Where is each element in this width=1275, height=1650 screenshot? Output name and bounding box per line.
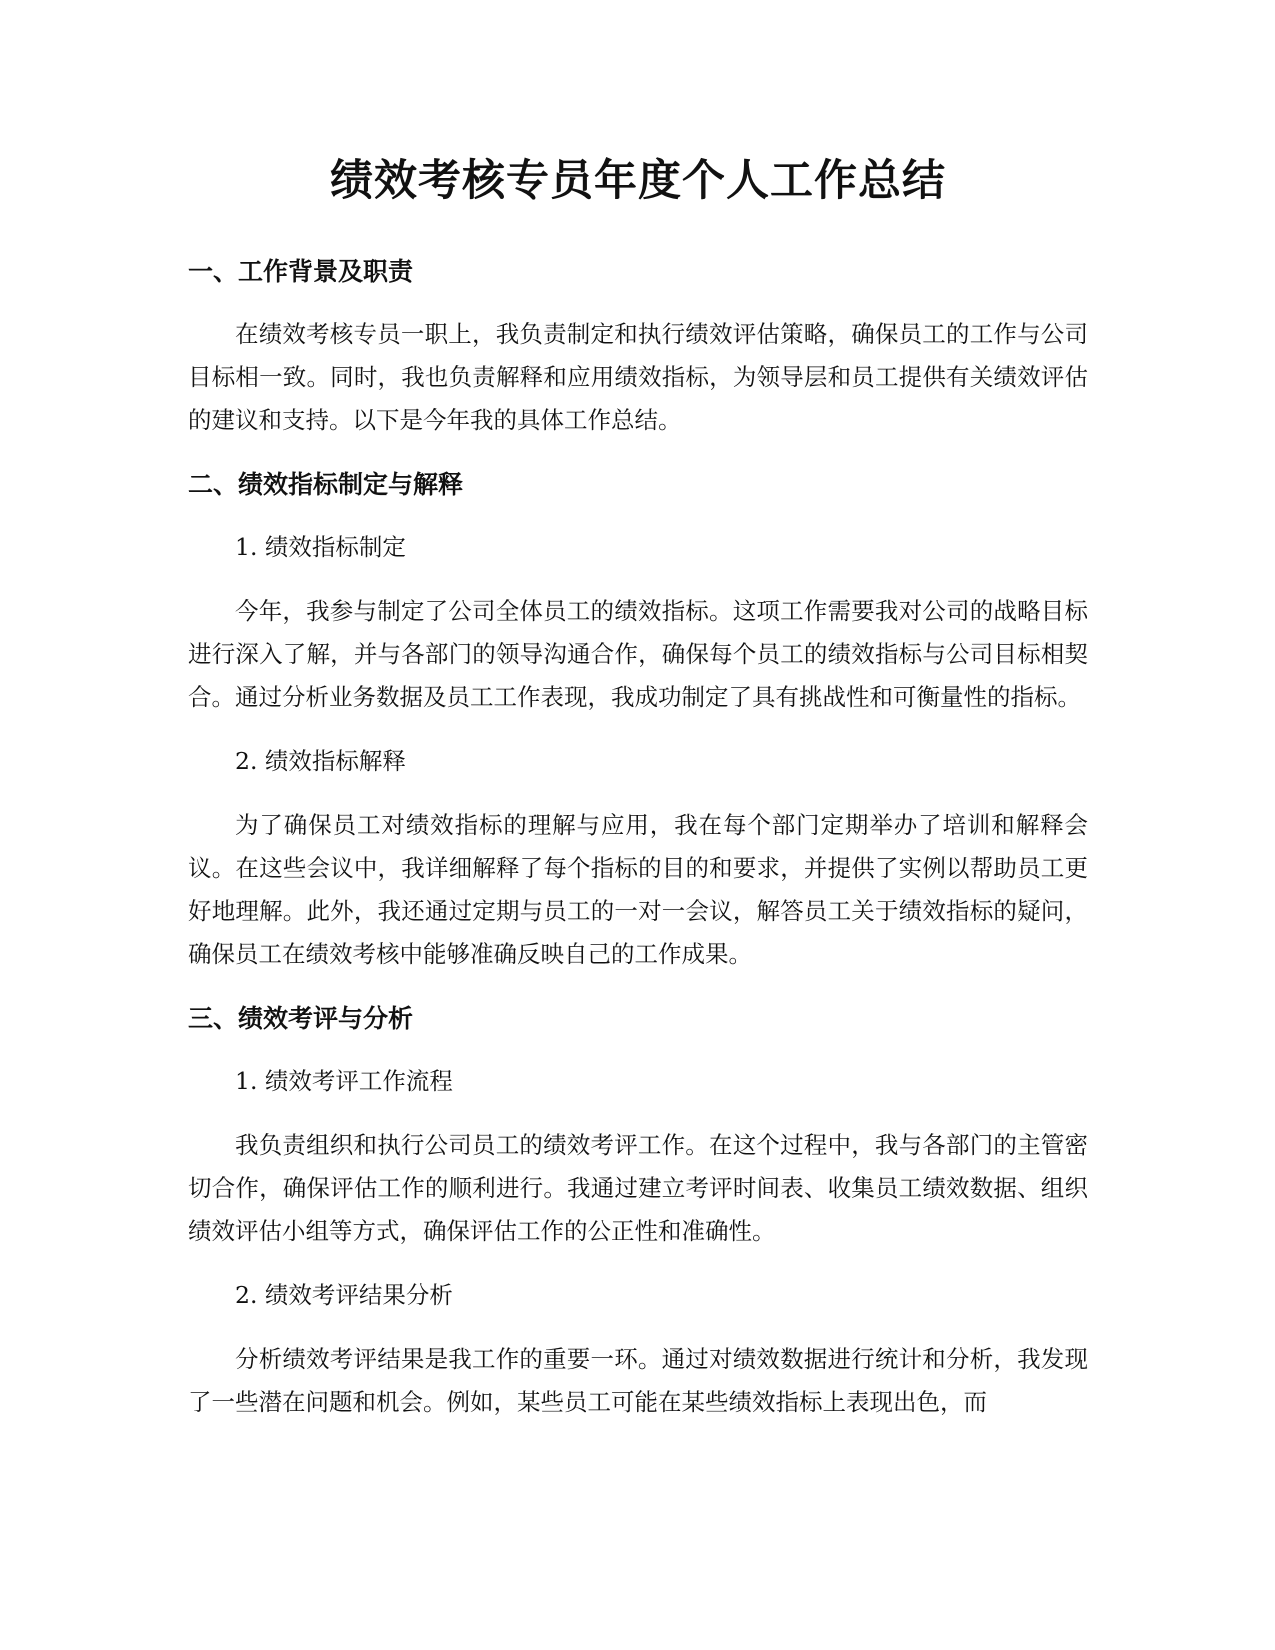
subsection-heading: 1. 绩效考评工作流程 — [235, 1067, 453, 1095]
paragraph: 为了确保员工对绩效指标的理解与应用，我在每个部门定期举办了培训和解释会议。在这些会议中，我详细解释了每个指标的目的和要求，并提供了实例以帮助员工更好地理解。此外，我还通过定期与员工的一对一会议，解答员工关于绩效指标的疑问，确保员工在绩效考核中能够准确反映自己的工作成果。 — [188, 811, 1088, 968]
paragraph: 在绩效考核专员一职上，我负责制定和执行绩效评估策略，确保员工的工作与公司目标相一致。同时，我也负责解释和应用绩效指标，为领导层和员工提供有关绩效评估的建议和支持。以下是今年我的具体工作总结。 — [188, 320, 1088, 434]
subsection-heading: 2. 绩效考评结果分析 — [235, 1281, 453, 1309]
section-heading: 二、绩效指标制定与解释 — [188, 470, 464, 499]
section-heading: 一、工作背景及职责 — [188, 257, 414, 286]
section-background — [188, 250, 1088, 442]
section-indicators — [188, 463, 1088, 976]
paragraph: 分析绩效考评结果是我工作的重要一环。通过对绩效数据进行统计和分析，我发现了一些潜在问题和机会。例如，某些员工可能在某些绩效指标上表现出色，而 — [188, 1345, 1088, 1416]
document-body — [188, 144, 1088, 1424]
paragraph: 我负责组织和执行公司员工的绩效考评工作。在这个过程中，我与各部门的主管密切合作，确保评估工作的顺利进行。我通过建立考评时间表、收集员工绩效数据、组织绩效评估小组等方式，确保评估工作的公正性和准确性。 — [188, 1131, 1088, 1245]
subsection-heading: 2. 绩效指标解释 — [235, 747, 406, 775]
document-title: 绩效考核专员年度个人工作总结 — [330, 156, 946, 206]
section-heading: 三、绩效考评与分析 — [188, 1004, 414, 1033]
subsection-heading: 1. 绩效指标制定 — [235, 533, 406, 561]
paragraph: 今年，我参与制定了公司全体员工的绩效指标。这项工作需要我对公司的战略目标进行深入了解，并与各部门的领导沟通合作，确保每个员工的绩效指标与公司目标相契合。通过分析业务数据及员工工作表现，我成功制定了具有挑战性和可衡量性的指标。 — [188, 597, 1088, 711]
section-evaluation — [188, 997, 1088, 1424]
